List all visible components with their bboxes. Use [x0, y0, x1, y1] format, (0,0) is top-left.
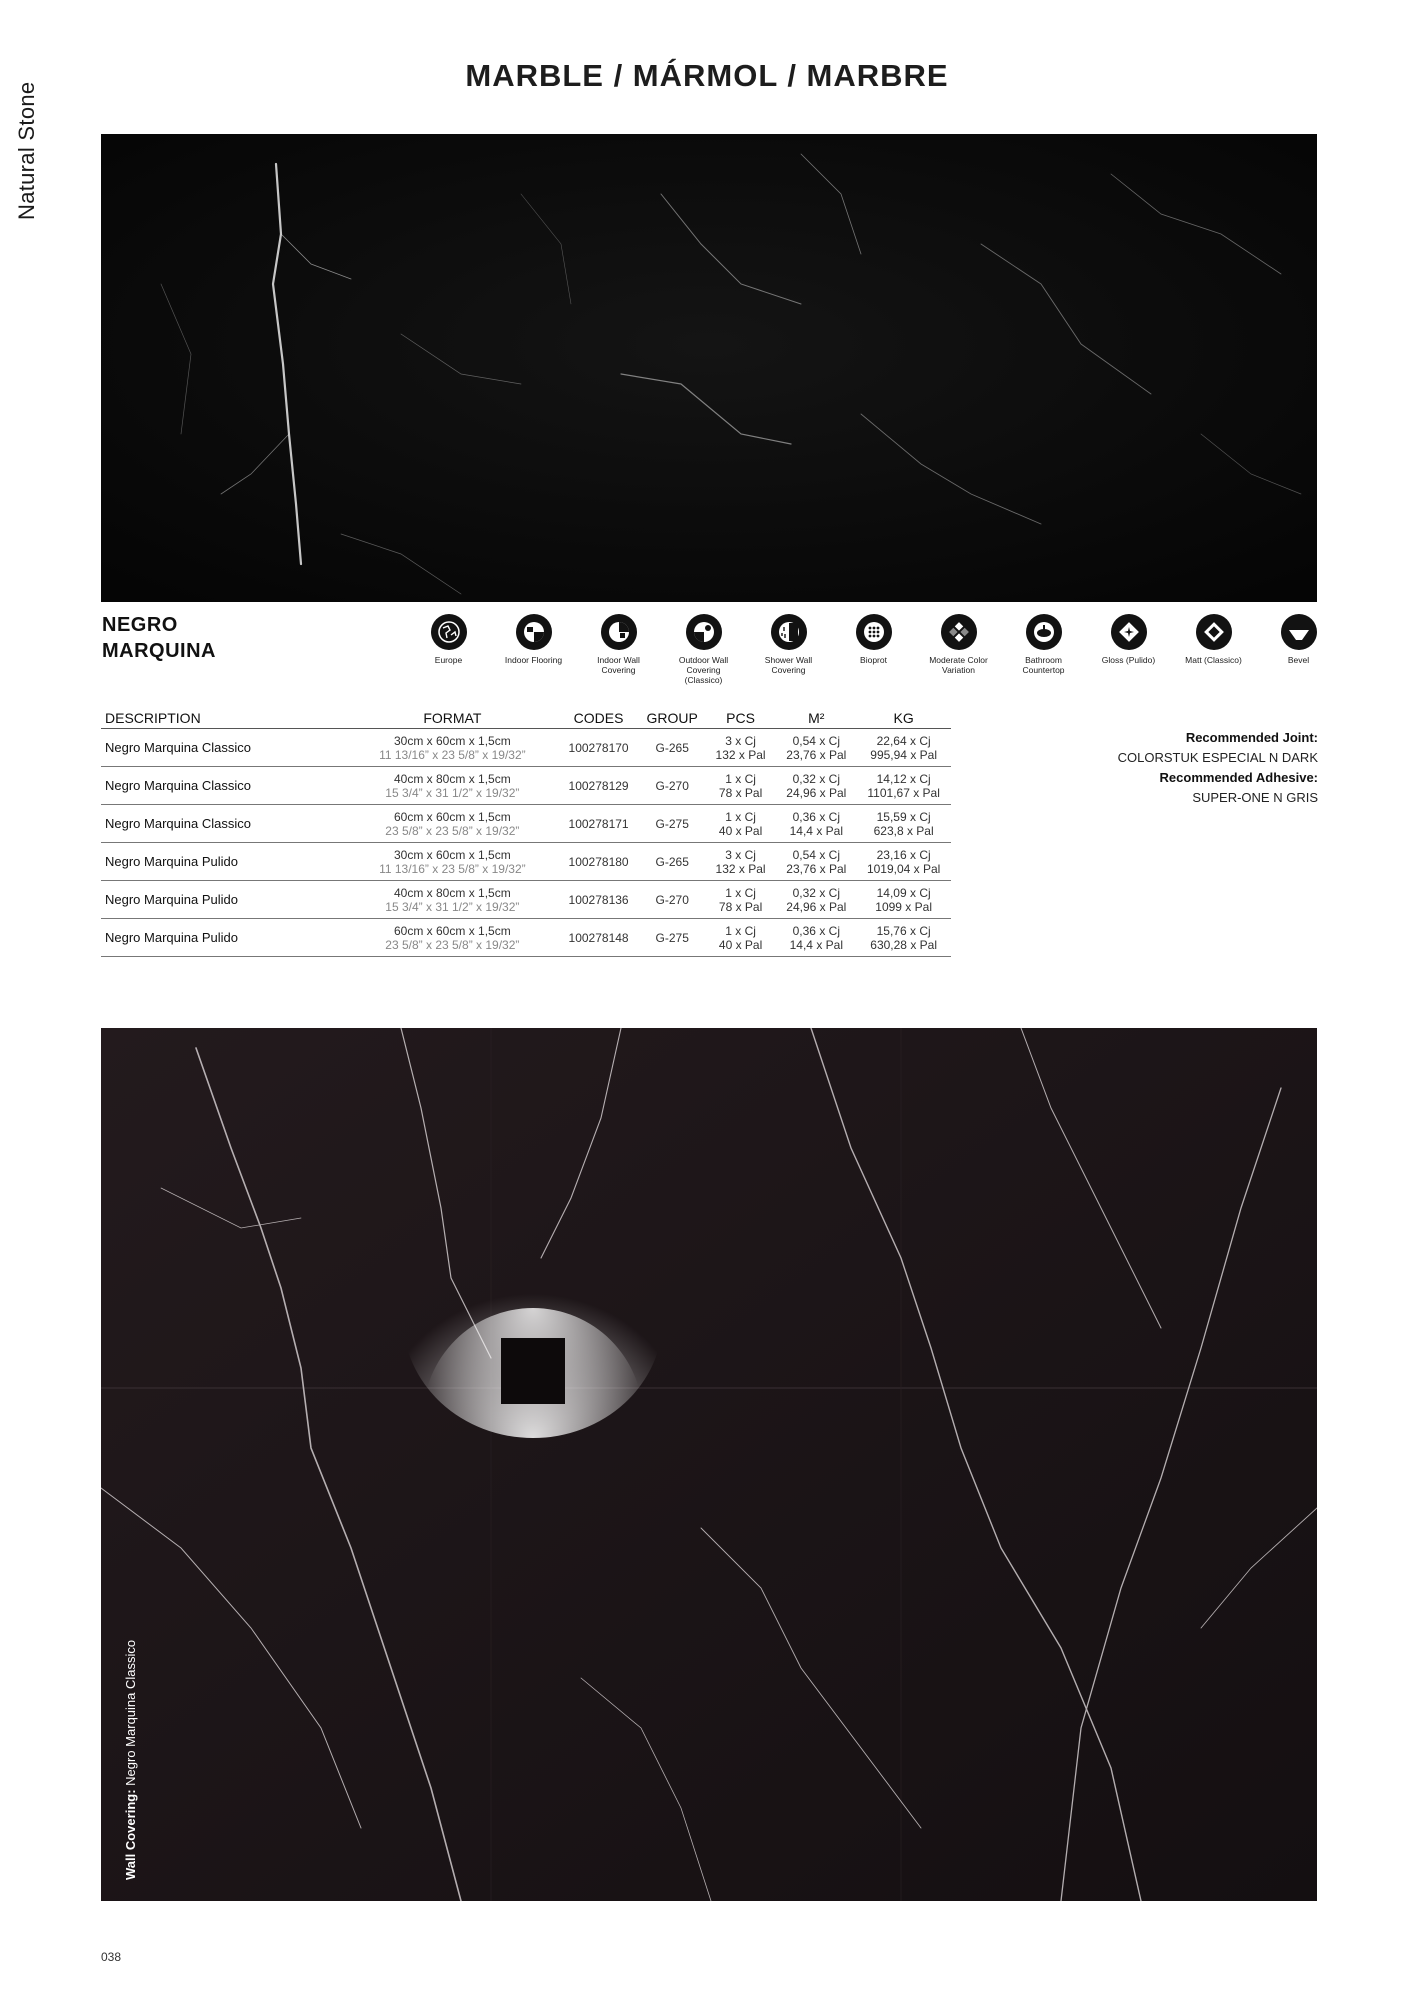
cell-m2: 0,54 x Cj 23,76 x Pal	[776, 843, 856, 881]
cell-description: Negro Marquina Classico	[101, 729, 347, 767]
header-group: GROUP	[640, 710, 705, 729]
bevel-icon	[1281, 614, 1317, 650]
cell-group: G-275	[640, 919, 705, 957]
feature-color-variation	[916, 614, 1001, 685]
feature-label: Bioprot	[860, 655, 887, 665]
product-name-line2: MARQUINA	[102, 640, 216, 662]
header-kg: KG	[856, 710, 951, 729]
product-name-line1: NEGRO	[102, 614, 178, 636]
cell-m2: 0,54 x Cj 23,76 x Pal	[776, 729, 856, 767]
table-row	[101, 919, 951, 957]
feature-label: Gloss (Pulido)	[1101, 655, 1156, 665]
caption-value: Negro Marquina Classico	[123, 1639, 138, 1786]
feature-label: Europe	[434, 655, 463, 665]
feature-matt	[1171, 614, 1256, 685]
table-row	[101, 805, 951, 843]
section-side-label: Natural Stone	[14, 81, 39, 220]
indoor-wall-icon	[601, 614, 637, 650]
cell-group: G-265	[640, 843, 705, 881]
cell-m2: 0,32 x Cj 24,96 x Pal	[776, 767, 856, 805]
globe-icon	[431, 614, 467, 650]
cell-description: Negro Marquina Pulido	[101, 843, 347, 881]
gloss-icon	[1111, 614, 1147, 650]
cell-format: 30cm x 60cm x 1,5cm 11 13/16” x 23 5/8” x 19/32”	[347, 843, 557, 881]
cell-format: 30cm x 60cm x 1,5cm 11 13/16” x 23 5/8” x 19/32”	[347, 729, 557, 767]
feature-gloss	[1086, 614, 1171, 685]
cell-code: 100278171	[558, 805, 640, 843]
outdoor-wall-icon	[686, 614, 722, 650]
header-m2: M²	[776, 710, 856, 729]
cell-kg: 14,09 x Cj 1099 x Pal	[856, 881, 951, 919]
header-format: FORMAT	[347, 710, 557, 729]
cell-format: 40cm x 80cm x 1,5cm 15 3/4” x 31 1/2” x 19/32”	[347, 881, 557, 919]
photo-caption	[123, 1520, 138, 1880]
cell-m2: 0,32 x Cj 24,96 x Pal	[776, 881, 856, 919]
shower-icon	[771, 614, 807, 650]
feature-label: Outdoor Wall Covering (Classico)	[678, 655, 729, 685]
feature-indoor-wall	[576, 614, 661, 685]
product-name	[102, 612, 216, 664]
cell-format: 60cm x 60cm x 1,5cm 23 5/8” x 23 5/8” x 19/32”	[347, 919, 557, 957]
bioprot-icon	[856, 614, 892, 650]
cell-code: 100278170	[558, 729, 640, 767]
cell-kg: 15,59 x Cj 623,8 x Pal	[856, 805, 951, 843]
page-title: MARBLE / MÁRMOL / MARBRE	[465, 58, 949, 93]
color-variation-icon	[941, 614, 977, 650]
cell-description: Negro Marquina Pulido	[101, 919, 347, 957]
header-description: DESCRIPTION	[101, 710, 347, 729]
feature-label: Matt (Classico)	[1185, 655, 1242, 665]
table-row	[101, 881, 951, 919]
cell-code: 100278148	[558, 919, 640, 957]
feature-europe	[406, 614, 491, 685]
cell-m2: 0,36 x Cj 14,4 x Pal	[776, 919, 856, 957]
feature-label: Indoor Flooring	[504, 655, 563, 665]
feature-label: Moderate Color Variation	[929, 655, 988, 675]
recommendations	[1118, 728, 1318, 808]
cell-group: G-270	[640, 767, 705, 805]
cell-group: G-265	[640, 729, 705, 767]
cell-description: Negro Marquina Pulido	[101, 881, 347, 919]
wall-covering-photo	[101, 1028, 1317, 1901]
cell-format: 60cm x 60cm x 1,5cm 23 5/8” x 23 5/8” x 19/32”	[347, 805, 557, 843]
feature-label: Bevel	[1287, 655, 1310, 665]
wall-lamp	[501, 1338, 565, 1404]
adhesive-label: Recommended Adhesive:	[1159, 770, 1318, 785]
joint-label: Recommended Joint:	[1185, 730, 1318, 745]
feature-shower-wall	[746, 614, 831, 685]
feature-bevel	[1256, 614, 1341, 685]
countertop-icon	[1026, 614, 1062, 650]
feature-bathroom-countertop	[1001, 614, 1086, 685]
cell-pcs: 1 x Cj 40 x Pal	[705, 919, 777, 957]
adhesive-value: SUPER-ONE N GRIS	[1192, 790, 1318, 805]
feature-label: Indoor Wall Covering	[597, 655, 640, 675]
cell-pcs: 1 x Cj 40 x Pal	[705, 805, 777, 843]
table-row	[101, 729, 951, 767]
feature-outdoor-wall	[661, 614, 746, 685]
cell-pcs: 1 x Cj 78 x Pal	[705, 881, 777, 919]
feature-bioprot	[831, 614, 916, 685]
cell-code: 100278180	[558, 843, 640, 881]
feature-indoor-flooring	[491, 614, 576, 685]
cell-description: Negro Marquina Classico	[101, 767, 347, 805]
product-spec-table	[101, 710, 951, 957]
cell-kg: 14,12 x Cj 1101,67 x Pal	[856, 767, 951, 805]
cell-m2: 0,36 x Cj 14,4 x Pal	[776, 805, 856, 843]
caption-label: Wall Covering:	[123, 1789, 138, 1880]
feature-icons	[406, 614, 1341, 685]
cell-format: 40cm x 80cm x 1,5cm 15 3/4” x 31 1/2” x 19/32”	[347, 767, 557, 805]
cell-pcs: 3 x Cj 132 x Pal	[705, 843, 777, 881]
cell-code: 100278129	[558, 767, 640, 805]
cell-description: Negro Marquina Classico	[101, 805, 347, 843]
cell-code: 100278136	[558, 881, 640, 919]
header-pcs: PCS	[705, 710, 777, 729]
cell-group: G-270	[640, 881, 705, 919]
table-row	[101, 843, 951, 881]
matt-icon	[1196, 614, 1232, 650]
feature-label: Shower Wall Covering	[764, 655, 813, 675]
header-codes: CODES	[558, 710, 640, 729]
indoor-flooring-icon	[516, 614, 552, 650]
feature-label: Bathroom Countertop	[1022, 655, 1065, 675]
page-number: 038	[101, 1950, 122, 1964]
table-row	[101, 767, 951, 805]
cell-kg: 15,76 x Cj 630,28 x Pal	[856, 919, 951, 957]
marble-slab-image	[101, 134, 1317, 602]
cell-group: G-275	[640, 805, 705, 843]
table-header-row	[101, 710, 951, 729]
cell-kg: 23,16 x Cj 1019,04 x Pal	[856, 843, 951, 881]
cell-pcs: 1 x Cj 78 x Pal	[705, 767, 777, 805]
cell-pcs: 3 x Cj 132 x Pal	[705, 729, 777, 767]
joint-value: COLORSTUK ESPECIAL N DARK	[1117, 750, 1318, 765]
cell-kg: 22,64 x Cj 995,94 x Pal	[856, 729, 951, 767]
